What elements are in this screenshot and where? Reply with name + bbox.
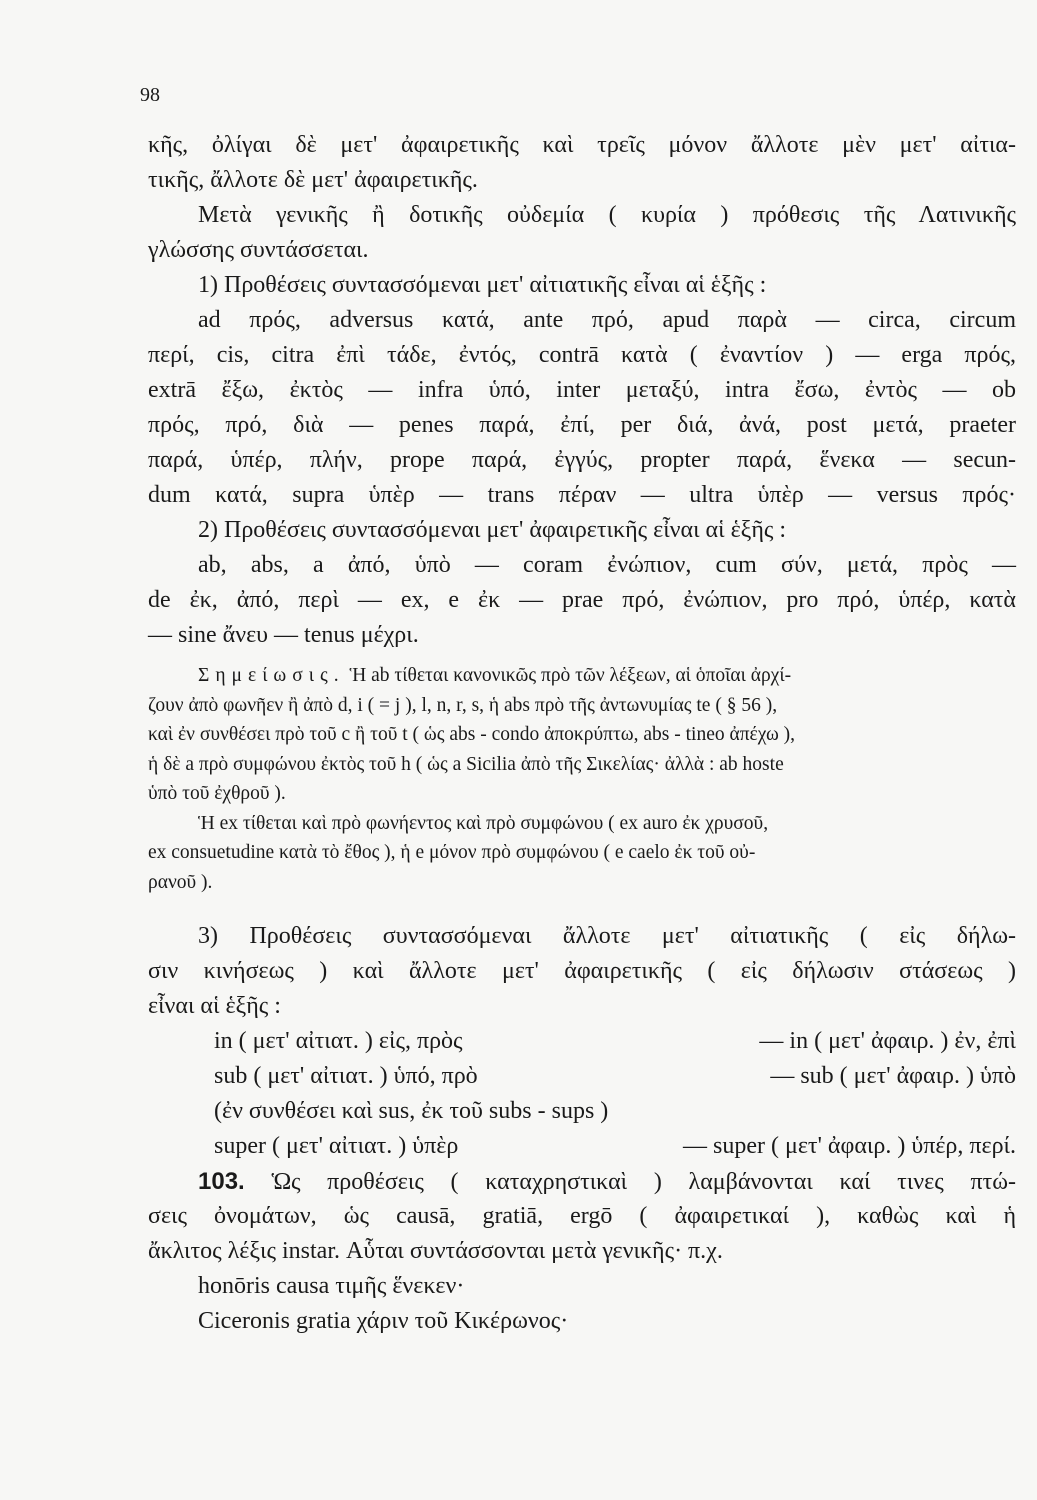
text-line: extrā ἔξω, ἐκτὸς — infra ὑπό, inter μεταξύ, intra ἔσω, ἐντὸς — ob [148,377,1016,403]
section-heading-2: 2) Προθέσεις συντασσόμεναι μετ' ἀφαιρετικῆς εἶναι αἱ ἑξῆς : [198,517,787,543]
text-line: dum κατά, supra ὑπὲρ — trans πέραν — ultra ὑπὲρ — versus πρός· [148,482,1016,508]
page-number: 98 [140,84,160,106]
preposition-right: — sub ( μετ' ἀφαιρ. ) ὑπὸ [770,1063,1016,1089]
text-line: Μετὰ γενικῆς ἢ δοτικῆς οὐδεμία ( κυρία ) πρόθεσις τῆς Λατινικῆς [198,202,1016,228]
example-line: honōris causa τιμῆς ἕνεκεν· [198,1273,465,1299]
preposition-right: — super ( μετ' ἀφαιρ. ) ὑπέρ, περί. [683,1133,1016,1159]
preposition-right [618,1094,1016,1129]
note-line: ὑπὸ τοῦ ἐχθροῦ ). [148,783,286,804]
text-line: de ἐκ, ἀπό, περὶ — ex, e ἐκ — prae πρό, ἐνώπιον, pro πρό, ὑπέρ, κατὰ [148,587,1016,613]
preposition-left: (ἐν συνθέσει καὶ sus, ἐκ τοῦ subs - sups ) [214,1098,609,1124]
note-line: ζουν ἀπὸ φωνῆεν ἢ ἀπὸ d, i ( = j ), l, n, r, s, ἡ abs πρὸ τῆς ἀντωνυμίας te ( § 56 ), [148,694,778,716]
page-body [148,128,1016,1339]
preposition-row [148,1129,1016,1164]
preposition-left: super ( μετ' αἰτιατ. ) ὑπὲρ [214,1133,459,1159]
preposition-row [148,1094,1016,1129]
text-line: ἄκλιτος λέξις instar. Αὗται συντάσσονται μετὰ γενικῆς· π.χ. [148,1238,723,1264]
text-line: εἶναι αἱ ἑξῆς : [148,993,281,1019]
text-line: κῆς, ὀλίγαι δὲ μετ' ἀφαιρετικῆς καὶ τρεῖς μόνον ἄλλοτε μὲν μετ' αἰτια- [148,132,1016,158]
note-line: ἡ δὲ a πρὸ συμφώνου ἐκτὸς τοῦ h ( ὡς a Sicilia ἀπὸ τῆς Σικελίας· ἀλλὰ : ab hoste [148,753,784,775]
note-line: καὶ ἐν συνθέσει πρὸ τοῦ c ἢ τοῦ t ( ὡς abs - condo ἀποκρύπτω, abs - tineo ἀπέχω ), [148,724,796,745]
note-line: Ἡ ex τίθεται καὶ πρὸ φωνήεντος καὶ πρὸ συμφώνου ( ex auro ἐκ χρυσοῦ, [198,812,769,834]
note-line: Σημείωσις. Ἡ ab τίθεται κανονικῶς πρὸ τῶν λέξεων, αἱ ὁποῖαι ἀρχί- [198,665,792,686]
section-heading-3: 3) Προθέσεις συντασσόμεναι ἄλλοτε μετ' αἰτιατικῆς ( εἰς δήλω- [198,923,1016,949]
text-line: — sine ἄνευ — tenus μέχρι. [148,622,419,648]
note-label: Σημείωσις. [198,665,345,686]
section-heading-1: 1) Προθέσεις συντασσόμεναι μετ' αἰτιατικῆς εἶναι αἱ ἑξῆς : [198,272,767,298]
preposition-left: sub ( μετ' αἰτιατ. ) ὑπό, πρὸ [214,1063,478,1089]
preposition-row [148,1059,1016,1094]
note-line: ex consuetudine κατὰ τὸ ἔθος ), ἡ e μόνον πρὸ συμφώνου ( e caelo ἐκ τοῦ οὐ- [148,842,756,863]
section-number: 103. [198,1168,245,1195]
text-line: περί, cis, citra ἐπὶ τάδε, ἐντός, contrā κατὰ ( ἐναντίον ) — erga πρός, [148,342,1016,368]
preposition-right: — in ( μετ' ἀφαιρ. ) ἐν, ἐπὶ [759,1028,1016,1054]
preposition-row [148,1024,1016,1059]
text-line: σιν κινήσεως ) καὶ ἄλλοτε μετ' ἀφαιρετικῆς ( εἰς δήλωσιν στάσεως ) [148,958,1016,984]
text-line: παρά, ὑπέρ, πλήν, prope παρά, ἐγγύς, propter παρά, ἕνεκα — secun- [148,447,1016,473]
note-line: ρανοῦ ). [148,871,213,893]
section-103-line: 103. Ὡς προθέσεις ( καταχρηστικαὶ ) λαμβάνονται καί τινες πτώ- [198,1168,1016,1195]
preposition-left: in ( μετ' αἰτιατ. ) εἰς, πρὸς [214,1028,463,1054]
text-line: σεις ὀνομάτων, ὡς causā, gratiā, ergō ( ἀφαιρετικαί ), καθὼς καὶ ἡ [148,1203,1016,1229]
text-line: ab, abs, a ἀπό, ὑπὸ — coram ἐνώπιον, cum σύν, μετά, πρὸς — [198,552,1016,578]
example-line: Ciceronis gratia χάριν τοῦ Κικέρωνος· [198,1308,569,1334]
text-line: γλώσσης συντάσσεται. [148,237,369,263]
text-line: ad πρός, adversus κατά, ante πρό, apud παρὰ — circa, circum [198,307,1016,333]
text-line: πρός, πρό, διὰ — penes παρά, ἐπί, per διά, ἀνά, post μετά, praeter [148,412,1016,438]
text-line: τικῆς, ἄλλοτε δὲ μετ' ἀφαιρετικῆς. [148,167,478,193]
